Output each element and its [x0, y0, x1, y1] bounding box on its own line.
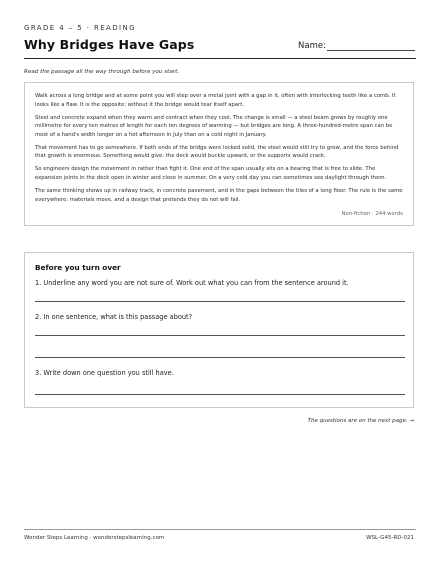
reading-instruction: Read the passage all the way through before you start.	[24, 69, 180, 75]
answer-line-3[interactable]	[35, 394, 405, 395]
question-3: 3. Write down one question you still have.	[35, 369, 174, 377]
passage-paragraph-4: So engineers design the movement in rather than fight it. One end of the span usually sits on a bearing that is free to slide. The expansion joints in the deck open in winter and close in summer. On a very cold day you can sometimes see daylight through them.	[35, 166, 387, 181]
name-label: Name:	[298, 41, 326, 51]
passage-paragraph-5: The same thinking shows up in railway track, in concrete pavement, and in the gaps between the tiles of a long floor. The rule is the same everywhere: materials move, and a design that pretends they do not will fail.	[35, 187, 403, 203]
grade-line: GRADE 4 – 5 · READING	[24, 24, 136, 32]
name-field[interactable]	[327, 50, 415, 51]
passage-paragraph-3: That movement has to go somewhere. If both ends of the bridge were locked solid, the steel would still try to grow, and the force behind that growth is enormous. Something would give: the deck would buckle upward, or the supports would crack.	[35, 144, 399, 160]
footer-code: WSL-G45-RD-021	[366, 535, 414, 541]
answer-line-2b[interactable]	[35, 357, 405, 358]
passage-meta: Non-fiction · 244 words	[341, 211, 403, 217]
passage-paragraph-1: Walk across a long bridge and at some point you will step over a metal joint with a gap in it, often with interlocking teeth like a comb. It looks like a flaw. It is the opposite: without it the bridge would tear itself apart.	[35, 93, 396, 108]
question-1: 1. Underline any word you are not sure of. Work out what you can from the sentence around it.	[35, 279, 349, 287]
header-divider	[24, 58, 416, 59]
passage-box	[24, 82, 414, 226]
answer-line-1[interactable]	[35, 301, 405, 302]
next-page-note: The questions are on the next page. →	[307, 418, 414, 424]
questions-heading: Before you turn over	[35, 263, 121, 272]
footer-publisher: Wonder Steps Learning · wonderstepslearning.com	[24, 535, 165, 541]
questions-box	[24, 252, 414, 408]
footer-divider	[24, 529, 416, 530]
answer-line-2a[interactable]	[35, 335, 405, 336]
question-2: 2. In one sentence, what is this passage about?	[35, 313, 193, 321]
page-title: Why Bridges Have Gaps	[24, 37, 195, 52]
passage-paragraph-2: Steel and concrete expand when they warm and contract when they cool. The change is small — a steel beam grows by roughly one millimetre for every ten metres of length for each ten degrees of warming — but bridges are long. A three-hundred-metre span can be most of a hand's width longer on a hot afternoon in July than on a cold night in January.	[35, 114, 393, 138]
